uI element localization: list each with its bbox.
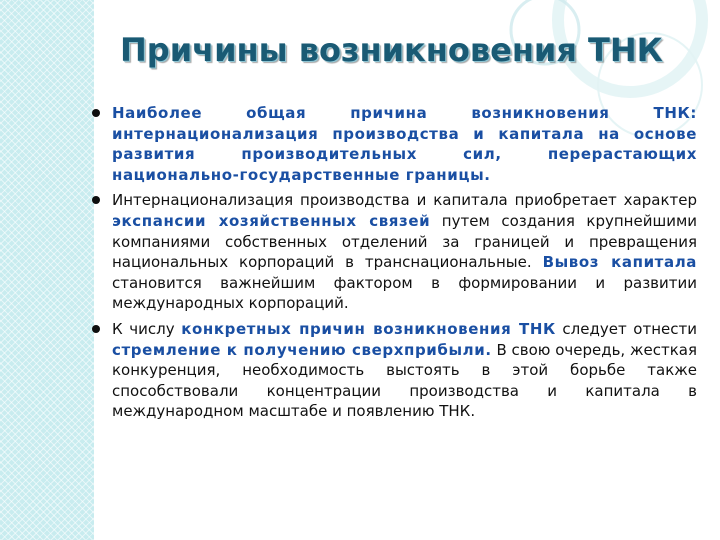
highlight-text: экспансии хозяйственных связей xyxy=(112,211,431,230)
body-text: Интернационализация производства и капитала приобретает характер xyxy=(112,191,697,210)
body-text: следует отнести xyxy=(555,319,697,338)
bullet-item xyxy=(92,190,697,314)
bullet-item xyxy=(92,103,697,185)
bullet-icon xyxy=(92,325,100,333)
body-text: К числу xyxy=(112,319,182,338)
slide-title: Причины возникновения ТНК xyxy=(120,31,663,69)
bullet-list xyxy=(92,103,697,427)
body-text: В свою очередь, жесткая конкуренция, необходимость выстоять в этой борьбе также способствовали концентрации производства и капитала в международном масштабе и появлению ТНК. xyxy=(112,340,697,421)
highlight-text: конкретных причин возникновения ТНК xyxy=(181,319,556,338)
bullet-icon xyxy=(92,109,100,117)
body-text: путем создания крупнейшими компаниями собственных отделений за границей и превращения национальных корпораций в транснациональные. xyxy=(112,211,698,272)
body-text: становится важнейшим фактором в формировании и развитии международных корпораций. xyxy=(112,273,697,313)
highlight-text: стремление к получению сверхприбыли. xyxy=(112,340,492,359)
decorative-left-band xyxy=(0,0,94,540)
bullet-icon xyxy=(92,196,100,204)
bullet-item xyxy=(92,319,697,422)
highlight-text: Вывоз капитала xyxy=(542,253,698,272)
highlight-text: Наиболее общая причина возникновения ТНК: интернационализация производства и капитала на основе развития производительных сил, перерастающих национально-государственные границы. xyxy=(112,104,697,184)
